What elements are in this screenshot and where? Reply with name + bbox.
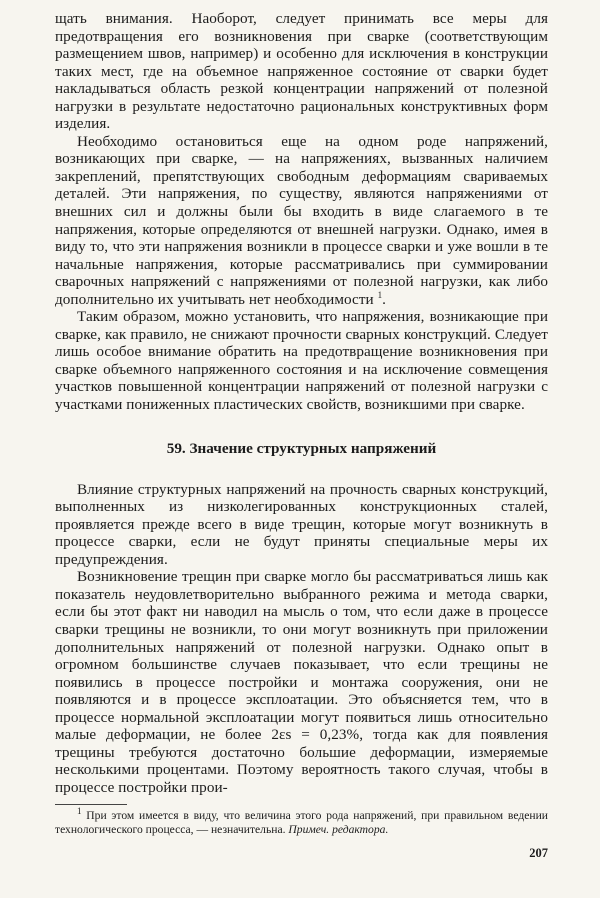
paragraph-1-text: щать внимания. Наоборот, следует принимать все меры для предотвращения его возникновения при сварке (соответствующим размещением швов, например) и особенно для исключения в конструкции таких мест, где на объемное напряженное состояние от сварки будет накладываться область резкой концентрации напряжений от полезной нагрузки в результате недостаточно рациональных конструктивных форм изделия.: [55, 10, 548, 133]
paragraph-2-text: Необходимо остановиться еще на одном роде напряжений, возникающих при сварке, — на напряжениях, вызванных наличием закреплений, препятствующих свободным деформациям свариваемых деталей. Эти напряжения, по существу, являются напряжениями от внешних сил и должны были бы входить в виде слагаемого в те напряжения, которые определяются от внешней нагрузки. Однако, имея в виду то, что эти напряжения возникли в процессе сварки и уже вошли в те начальные напряжения, которые рассматривались при суммировании сварочных напряжений с напряжениями от полезной нагрузки, как либо дополнительно их учитывать нет необходимости: [55, 132, 548, 308]
footnote-divider: [55, 804, 127, 805]
paragraph-5: [55, 568, 548, 796]
paragraph-4: [55, 481, 548, 569]
paragraph-5-text-b: , тогда как для появления трещины требуются достаточно большие деформации, измеряемые несколькими процентами. Поэтому вероятность такого случая, чтобы в процессе постройки прои-: [55, 726, 548, 796]
paragraph-3-text: Таким образом, можно установить, что напряжения, возникающие при сварке, как правило, не снижают прочности сварных конструкций. Следует лишь особое внимание обратить на предотвращение возникновения при сварке объемного напряженного состояния и на исключение совмещения участков повышенной концентрации напряжений от полезной нагрузки с участками пониженных пластических свойств, возникшими при сварке.: [55, 308, 548, 414]
paragraph-4-text: Влияние структурных напряжений на прочность сварных конструкций, выполненных из низколегированных конструкционных сталей, проявляется прежде всего в виде трещин, которые могут возникнуть в процессе сварки, если не будут приняты специальные меры их предупреждения.: [55, 480, 548, 568]
footnote: [55, 806, 548, 837]
paragraph-5-text-a: Возникновение трещин при сварке могло бы рассматриваться лишь как показатель неудовлетворительно выбранного режима и метода сварки, если бы этот факт ни наводил на мысль о том, что если даже в процессе сварки трещины не возникли, то они могут возникнуть при приложении дополнительных напряжений от полезной нагрузки. Однако опыт в огромном большинстве случаев показывает, что если трещины не появились в процессе постройки и монтажа сооружения, они не появляются и в процессе эксплоатации. Это объясняется тем, что в процессе нормальной эксплоатации могут появиться лишь относительно малые деформации, не более: [55, 568, 548, 744]
paragraph-2-end: .: [382, 290, 386, 308]
strain-formula: 2εs = 0,23%: [271, 726, 360, 744]
page-number: 207: [529, 846, 548, 861]
footnote-reference[interactable]: 1: [377, 289, 383, 300]
paragraph-1: [55, 10, 548, 133]
editor-note: Примеч. редактора.: [288, 823, 389, 837]
section-heading: 59. Значение структурных напряжений: [166, 439, 437, 457]
footnote-text: При этом имеется в виду, что величина этого рода напряжений, при правильном ведении технологического процесса, — незначительна.: [55, 809, 548, 837]
paragraph-3: [55, 308, 548, 413]
paragraph-2: [55, 133, 548, 308]
footnote-marker: 1: [77, 806, 82, 817]
